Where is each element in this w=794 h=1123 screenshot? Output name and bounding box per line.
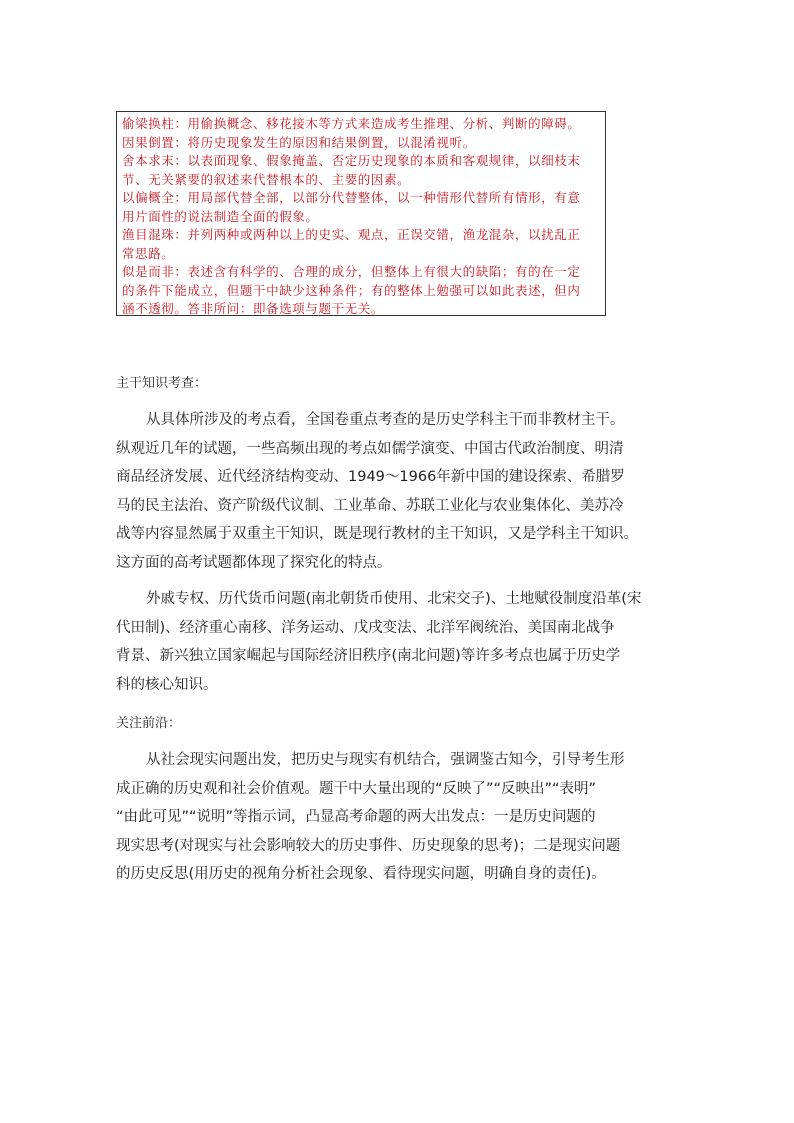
paragraph-main-knowledge-2 [116,585,642,699]
section-heading-main-knowledge: 主干知识考查： [116,376,208,391]
box-line: 舍本求末：以表面现象、假象掩盖、否定历史现象的本质和客观规律，以细枝末 [122,153,581,168]
box-line: 常思路。 [122,245,175,261]
section-heading-frontier: 关注前沿： [116,716,182,731]
paragraph-frontier [116,746,625,889]
paragraph-line: 科的核心知识。 [116,676,218,693]
box-line: 以偏概全：用局部代替全部，以部分代替整体，以一种情形代替所有情形，有意 [122,190,581,205]
box-line: 节、无关紧要的叙述来代替根本的、主要的因素。 [122,171,411,187]
paragraph-line: 从社会现实问题出发，把历史与现实有机结合，强调鉴古知今，引导考生形 [146,752,625,768]
paragraph-line: 背景、新兴独立国家崛起与国际经济旧秩序(南北问题)等许多考点也属于历史学 [116,648,621,664]
paragraph-line: 这方面的高考试题都体现了探究化的特点。 [116,554,392,571]
paragraph-line: 的历史反思(用历史的视角分析社会现象、看待现实问题，明确自身的责任)。 [116,866,606,882]
box-line: 涵不透彻。答非所问：即备选项与题干无关。 [122,301,385,316]
paragraph-main-knowledge-1 [116,406,638,577]
paragraph-line: 战等内容显然属于双重主干知识，既是现行教材的主干知识，又是学科主干知识。 [116,526,638,542]
paragraph-line: 外戚专权、历代货币问题(南北朝货币使用、北宋交子)、土地赋役制度沿革(宋 [146,591,642,607]
box-line: 渔目混珠：并列两种或两种以上的史实、观点，正误交错，渔龙混杂，以扰乱正 [122,227,581,242]
box-line: 用片面性的说法制造全面的假象。 [122,208,319,224]
paragraph-line: 从具体所涉及的考点看，全国卷重点考查的是历史学科主干而非教材主干。 [146,412,625,428]
paragraph-line: 现实思考(对现实与社会影响较大的历史事件、历史现象的思考)；二是现实问题 [116,837,621,854]
box-line: 偷梁换柱：用偷换概念、移花接木等方式来造成考生推理、分析、判断的障碍。 [122,116,581,131]
box-line: 似是而非：表述含有科学的、合理的成分，但整体上有很大的缺陷；有的在一定 [122,264,581,279]
box-line: 因果倒置：将历史现象发生的原因和结果倒置，以混淆视听。 [122,134,476,150]
box-line: 的条件下能成立，但题干中缺少这种条件；有的整体上勉强可以如此表述，但内 [122,282,581,298]
paragraph-line: 代田制)、经济重心南移、洋务运动、戊戌变法、北洋军阀统治、美国南北战争 [116,619,615,636]
paragraph-line: 纵观近几年的试题，一些高频出现的考点如儒学演变、中国古代政治制度、明清 [116,440,624,457]
paragraph-line: 成正确的历史观和社会价值观。题干中大量出现的“反映了”“反映出”“表明” [116,780,597,797]
error-types-box [116,111,606,316]
paragraph-line: 马的民主法治、资产阶级代议制、工业革命、苏联工业化与农业集体化、美苏冷 [116,497,624,514]
paragraph-line: 商品经济发展、近代经济结构变动、1949～1966年新中国的建设探索、希腊罗 [116,469,625,485]
paragraph-line: “由此可见”“说明”等指示词，凸显高考命题的两大出发点：一是历史问题的 [116,809,596,825]
